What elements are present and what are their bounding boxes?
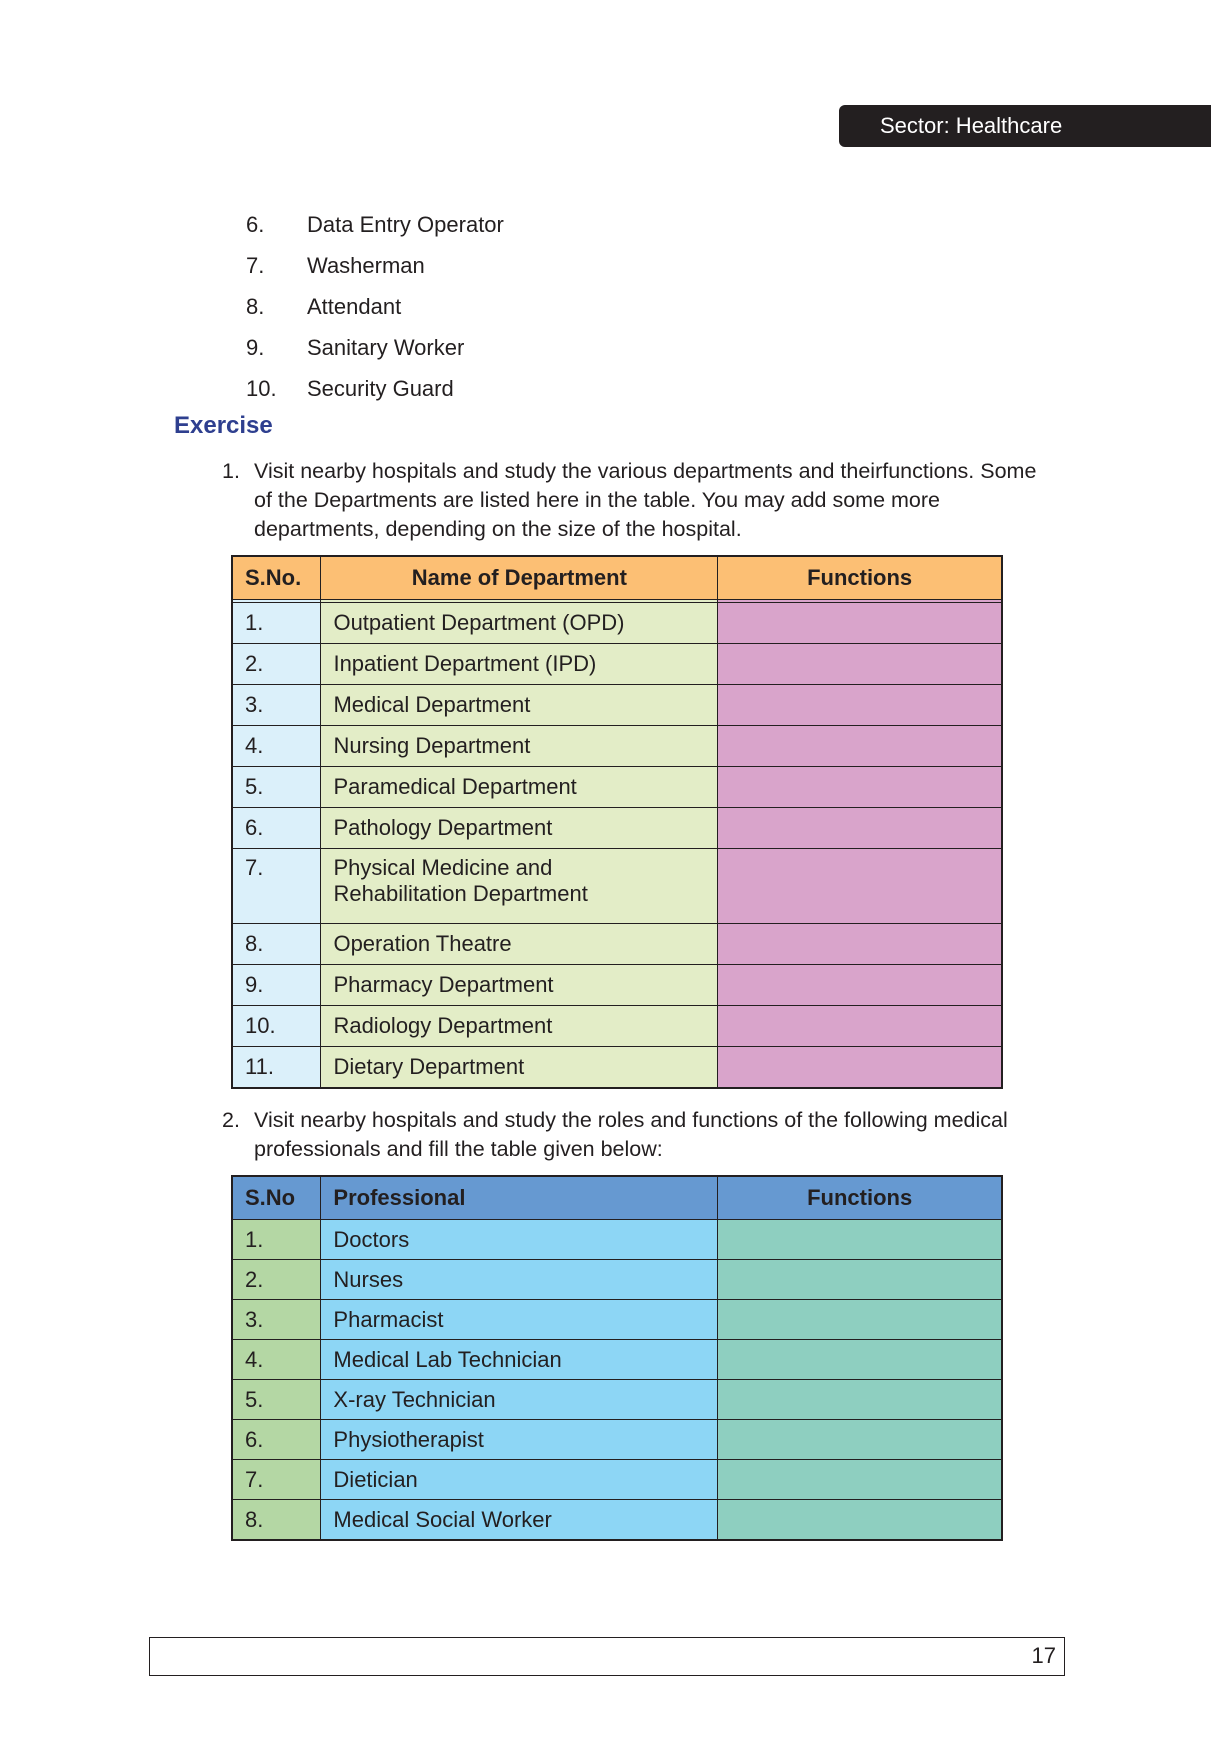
cell-professional: Physiotherapist [321, 1420, 718, 1460]
cell-functions[interactable] [718, 1300, 1002, 1340]
table-header-row [232, 1176, 1002, 1220]
cell-sno: 8. [232, 1500, 321, 1541]
cell-professional: Medical Social Worker [321, 1500, 718, 1541]
table-row [232, 1006, 1002, 1047]
cell-professional: Doctors [321, 1220, 718, 1260]
table-row [232, 685, 1002, 726]
cell-sno: 1. [232, 603, 321, 644]
cell-department: Inpatient Department (IPD) [321, 644, 718, 685]
list-item-number: 9. [246, 335, 265, 360]
cell-department: Outpatient Department (OPD) [321, 603, 718, 644]
cell-department: Pharmacy Department [321, 965, 718, 1006]
header-professional: Professional [321, 1176, 718, 1220]
cell-department: Radiology Department [321, 1006, 718, 1047]
page-number: 17 [1031, 1643, 1056, 1668]
cell-department: Medical Department [321, 685, 718, 726]
cell-department: Dietary Department [321, 1047, 718, 1089]
table-header-row [232, 556, 1002, 600]
cell-functions[interactable] [718, 1340, 1002, 1380]
question-text: Visit nearby hospitals and study the various departments and theirfunctions. Some of the Departments are listed here in the table. You may add some more departments, depending on the size of the hospital. [254, 459, 1037, 541]
cell-functions[interactable] [718, 1380, 1002, 1420]
cell-sno: 1. [232, 1220, 321, 1260]
cell-sno: 8. [232, 924, 321, 965]
list-item-number: 10. [246, 376, 277, 401]
list-item-number: 8. [246, 294, 265, 319]
cell-functions[interactable] [718, 808, 1002, 849]
table-row [232, 1340, 1002, 1380]
table-row [232, 1500, 1002, 1541]
table-row [232, 1260, 1002, 1300]
question-text: Visit nearby hospitals and study the roles and functions of the following medical professionals and fill the table given below: [254, 1108, 1008, 1161]
exercise-heading: Exercise [174, 412, 273, 439]
page-footer [149, 1637, 1065, 1676]
cell-sno: 6. [232, 808, 321, 849]
list-item-number: 7. [246, 253, 265, 278]
cell-functions[interactable] [718, 965, 1002, 1006]
list-item [246, 331, 504, 372]
table-row [232, 603, 1002, 644]
staff-list [246, 208, 504, 413]
cell-sno: 4. [232, 726, 321, 767]
cell-functions[interactable] [718, 1260, 1002, 1300]
list-item [246, 249, 504, 290]
sector-label: Sector: Healthcare [880, 113, 1063, 138]
list-item-label: Data Entry Operator [307, 212, 504, 237]
cell-functions[interactable] [718, 1006, 1002, 1047]
professionals-table [231, 1175, 1003, 1541]
cell-professional: Medical Lab Technician [321, 1340, 718, 1380]
list-item [246, 208, 504, 249]
cell-department [321, 849, 718, 924]
list-item-number: 6. [246, 212, 265, 237]
cell-functions[interactable] [718, 726, 1002, 767]
cell-functions[interactable] [718, 1460, 1002, 1500]
question-1 [222, 457, 1052, 544]
cell-functions[interactable] [718, 1500, 1002, 1541]
table-row [232, 849, 1002, 924]
cell-functions[interactable] [718, 767, 1002, 808]
cell-sno: 3. [232, 685, 321, 726]
cell-sno: 7. [232, 849, 321, 924]
cell-sno: 2. [232, 644, 321, 685]
cell-department: Operation Theatre [321, 924, 718, 965]
cell-sno: 11. [232, 1047, 321, 1089]
cell-professional: Pharmacist [321, 1300, 718, 1340]
list-item [246, 290, 504, 331]
list-item-label: Security Guard [307, 376, 454, 401]
cell-functions[interactable] [718, 849, 1002, 924]
header-functions: Functions [718, 556, 1002, 600]
cell-sno: 5. [232, 767, 321, 808]
question-2 [222, 1106, 1052, 1164]
cell-sno: 2. [232, 1260, 321, 1300]
header-sno: S.No. [232, 556, 321, 600]
cell-sno: 3. [232, 1300, 321, 1340]
table-row [232, 808, 1002, 849]
cell-functions[interactable] [718, 603, 1002, 644]
list-item-label: Washerman [307, 253, 425, 278]
table-row [232, 1460, 1002, 1500]
cell-functions[interactable] [718, 1420, 1002, 1460]
cell-functions[interactable] [718, 644, 1002, 685]
cell-functions[interactable] [718, 1220, 1002, 1260]
cell-sno: 6. [232, 1420, 321, 1460]
cell-department: Paramedical Department [321, 767, 718, 808]
cell-functions[interactable] [718, 1047, 1002, 1089]
cell-sno: 4. [232, 1340, 321, 1380]
table-row [232, 1420, 1002, 1460]
header-functions: Functions [718, 1176, 1002, 1220]
table-row [232, 644, 1002, 685]
table-row [232, 1300, 1002, 1340]
list-item-label: Attendant [307, 294, 402, 319]
question-number: 2. [222, 1108, 240, 1132]
table-row [232, 924, 1002, 965]
list-item-label: Sanitary Worker [307, 335, 465, 360]
sector-banner [839, 105, 1211, 147]
table-row [232, 767, 1002, 808]
cell-department: Nursing Department [321, 726, 718, 767]
cell-department: Pathology Department [321, 808, 718, 849]
cell-professional: Dietician [321, 1460, 718, 1500]
cell-professional: Nurses [321, 1260, 718, 1300]
cell-professional: X-ray Technician [321, 1380, 718, 1420]
cell-functions[interactable] [718, 685, 1002, 726]
cell-sno: 9. [232, 965, 321, 1006]
table-row [232, 1047, 1002, 1089]
cell-department-line-2: Rehabilitation Department [333, 881, 588, 906]
cell-sno: 5. [232, 1380, 321, 1420]
cell-functions[interactable] [718, 924, 1002, 965]
departments-table [231, 555, 1003, 1089]
cell-sno: 10. [232, 1006, 321, 1047]
table-row [232, 965, 1002, 1006]
table-row [232, 1380, 1002, 1420]
question-number: 1. [222, 459, 240, 483]
header-department: Name of Department [321, 556, 718, 600]
cell-sno: 7. [232, 1460, 321, 1500]
table-row [232, 1220, 1002, 1260]
cell-department-line-1: Physical Medicine and [333, 855, 553, 880]
table-row [232, 726, 1002, 767]
header-sno: S.No [232, 1176, 321, 1220]
list-item [246, 372, 504, 413]
